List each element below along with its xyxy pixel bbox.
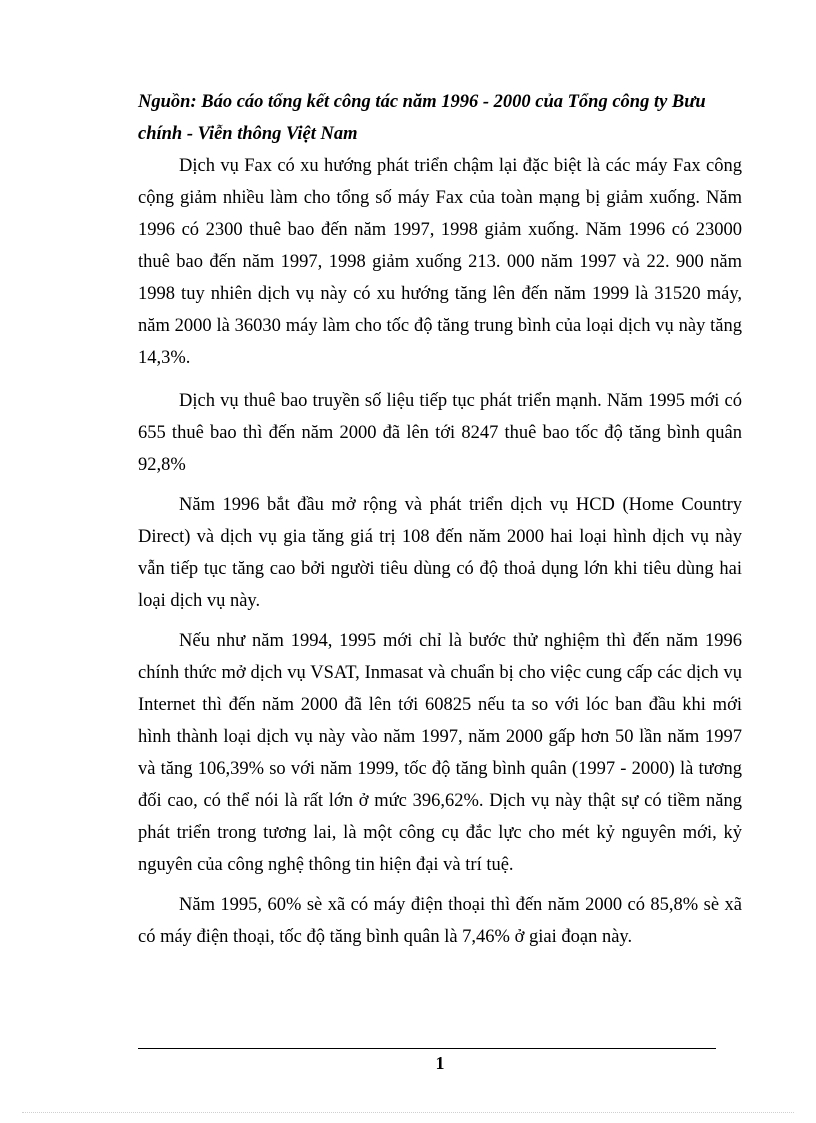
paragraph-fax-service: Dịch vụ Fax có xu hướng phát triển chậm lại đặc biệt là các máy Fax công cộng giảm nhiều làm cho tổng số máy Fax của toàn mạng bị giảm xuống. Năm 1996 có 2300 thuê bao đến năm 1997, 1998 giảm xuống. Năm 1996 có 23000 thuê bao đến năm 1997, 1998 giảm xuống 213. 000 năm 1997 và 22. 900 năm 1998 tuy nhiên dịch vụ này có xu hướng tăng lên đến năm 1999 là 31520 máy, năm 2000 là 36030 máy làm cho tốc độ tăng trung bình của loại dịch vụ này tăng 14,3%. [138, 156, 742, 368]
page-number: 1 [435, 1053, 445, 1073]
paragraph-vsat-internet: Nếu như năm 1994, 1995 mới chỉ là bước thử nghiệm thì đến năm 1996 chính thức mở dịch vụ VSAT, Inmasat và chuẩn bị cho việc cung cấp các dịch vụ Internet thì đến năm 2000 đã lên tới 60825 nếu ta so với lóc ban đầu khi mới hình thành loại dịch vụ này vào năm 1997, năm 2000 gấp hơn 50 lần năm 1997 và tăng 106,39% so với năm 1999, tốc độ tăng bình quân (1997 - 2000) là tương đối cao, có thể nói là rất lớn ở mức 396,62%. Dịch vụ này thật sự có tiềm năng phát triển trong tương lai, là một công cụ đắc lực cho mét kỷ nguyên mới, kỷ nguyên của công nghệ thông tin hiện đại và trí tuệ. [138, 631, 742, 875]
paragraph-commune-phones: Năm 1995, 60% sè xã có máy điện thoại thì đến năm 2000 có 85,8% sè xã có máy điện thoại, tốc độ tăng bình quân là 7,46% ở giai đoạn này. [138, 895, 742, 947]
footer-divider [138, 1048, 716, 1049]
paragraph-hcd-service: Năm 1996 bắt đầu mở rộng và phát triển dịch vụ HCD (Home Country Direct) và dịch vụ gia tăng giá trị 108 đến năm 2000 hai loại hình dịch vụ này vẫn tiếp tục tăng cao bởi người tiêu dùng có độ thoả dụng lớn khi tiêu dùng hai loại dịch vụ này. [138, 495, 742, 611]
source-citation: Nguồn: Báo cáo tổng kết công tác năm 1996 - 2000 của Tổng công ty Bưu chính - Viễn thông Việt Nam [138, 92, 706, 144]
page-bottom-border [22, 1112, 794, 1113]
paragraph-data-service: Dịch vụ thuê bao truyền số liệu tiếp tục phát triển mạnh. Năm 1995 mới có 655 thuê bao thì đến năm 2000 đã lên tới 8247 thuê bao tốc độ tăng bình quân 92,8% [138, 391, 742, 475]
